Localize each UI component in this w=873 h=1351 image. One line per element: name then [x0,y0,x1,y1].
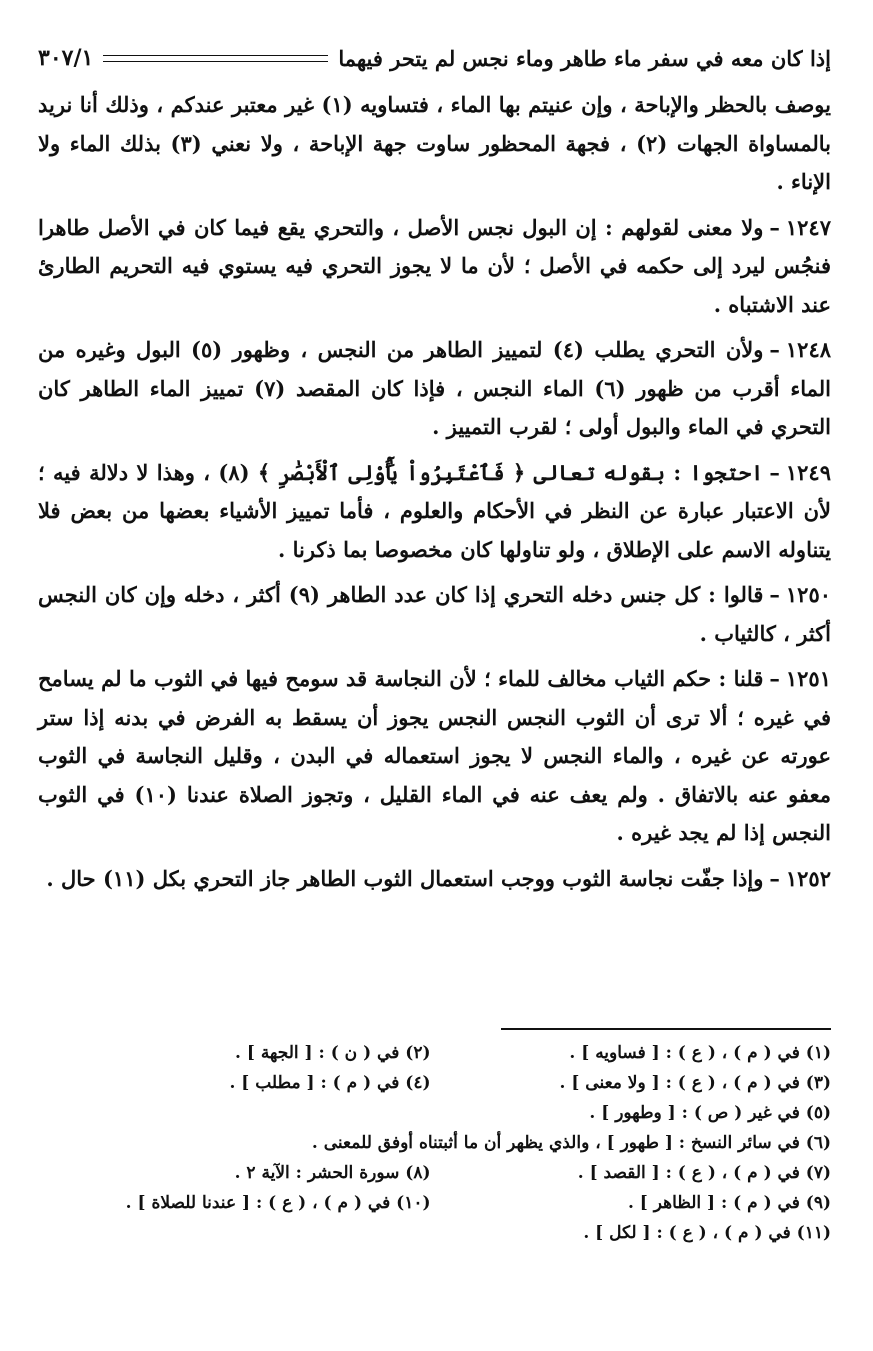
footnote-separator [501,1028,831,1030]
paragraph-continuation [38,86,831,202]
paragraph-number: ١٢٥٢ [785,865,831,891]
paragraph-1250 [38,576,831,653]
footnote-6: (٦) في سائر النسخ : [ طهور ] ، والذي يظهر أن ما أثبتناه أوفق للمعنى . [311,1133,831,1153]
paragraph-text: احتجوا : بقوله تعالى ﴿ فَٱعْتَبِرُواْ يَٰٓأُوْلِى ٱلْأَبْصَٰرِ ﴾ (٨) ، وهذا لا دلالة فيه ؛ لأن الاعتبار عبارة عن النظر في الأحكام والعلوم ، فأما تمييز الأشياء بعضها من بعض فلا يتناوله الاسم على الإطلاق ، ولو تناولها كان مخصوصا بما ذكرنا . [38,459,831,562]
paragraph-text: ولأن التحري يطلب (٤) لتمييز الطاهر من النجس ، وظهور (٥) البول وغيره من الماء أقرب من ظهور (٦) الماء النجس ، فإذا كان المقصد (٧) تمييز الماء الطاهر كان التحري في الماء والبول أولى ؛ لقرب التمييز . [38,337,831,439]
footnote-8: (٨) سورة الحشر : الآية ٢ . [234,1163,431,1183]
footnote-9: (٩) في ( م ) : [ الظاهر ] . [627,1193,831,1213]
footnote-4: (٤) في ( م ) : [ مطلب ] . [229,1073,431,1093]
dash-separator: – [769,337,780,362]
paragraph-number: ١٢٤٨ [785,337,832,362]
paragraph-1249 [38,454,831,570]
header-double-rule [103,55,328,62]
footnote-row [30,1068,831,1098]
paragraph-1247 [38,209,831,325]
dash-separator: – [769,865,780,891]
paragraph-1248 [38,331,831,447]
footnote-7: (٧) في ( م ) ، ( ع ) : [ القصد ] . [577,1163,831,1183]
dash-separator: – [769,582,780,607]
footnote-11: (١١) في ( م ) ، ( ع ) : [ لكل ] . [583,1223,831,1243]
page-header [38,38,831,78]
footnote-row [30,1188,831,1218]
running-title: إذا كان معه في سفر ماء طاهر وماء نجس لم يتحر فيهما [338,45,831,71]
paragraph-text: قالوا : كل جنس دخله التحري إذا كان عدد الطاهر (٩) أكثر ، دخله وإن كان النجس أكثر ، كالثياب . [38,582,831,646]
paragraph-text: ولا معنى لقولهم : إن البول نجس الأصل ، والتحري يقع فيما كان في الأصل طاهرا فنجُس ليرد إلى حكمه في الأصل ؛ لأن ما لا يجوز التحري فيه يستوي فيه التحريم الطارئ عند الاشتباه . [38,214,831,317]
footnote-1: (١) في ( م ) ، ( ع ) : [ فساويه ] . [569,1043,831,1063]
footnote-10: (١٠) في ( م ) ، ( ع ) : [ عندنا للصلاة ] . [125,1193,431,1213]
paragraph-text: قلنا : حكم الثياب مخالف للماء ؛ لأن النجاسة قد سومح فيها في الثوب ما لم يسامح في غيره ؛ ألا ترى أن الثوب النجس النجس يجوز أن يسقط به الفرض في بدنه إذا ستر عورته عن غيره ، والماء النجس لا يجوز استعماله في البدن ، وقليل النجاسة في الثوب معفو عنه بالاتفاق . ولم يعف عنه في الماء القليل ، وتجوز الصلاة عندنا (١٠) في الثوب النجس إذا لم يجد غيره . [38,666,831,845]
footnote-3: (٣) في ( م ) ، ( ع ) : [ ولا معنى ] . [559,1073,831,1093]
dash-separator: – [769,214,780,240]
footnote-5: (٥) في غير ( ص ) : [ وطهور ] . [589,1103,831,1123]
paragraph-1251 [38,660,831,853]
paragraph-number: ١٢٥٠ [785,582,832,607]
paragraph-number: ١٢٤٩ [785,459,831,485]
paragraph-text: يوصف بالحظر والإباحة ، وإن عنيتم بها الماء ، فتساويه (١) غير معتبر عندكم ، وذلك أنا نريد بالمساواة الجهات (٢) ، فجهة المحظور ساوت جهة الإباحة ، ولا نعني (٣) بذلك الماء ولا الإناء . [38,92,831,194]
paragraph-text: وإذا جفّت نجاسة الثوب ووجب استعمال الثوب الطاهر جاز التحري بكل (١١) حال . [46,865,764,891]
dash-separator: – [769,459,780,485]
paragraph-number: ١٢٥١ [785,666,831,691]
footnote-row [30,1158,831,1188]
footnotes [30,1038,831,1248]
dash-separator: – [769,666,780,691]
paragraph-number: ١٢٤٧ [785,214,831,240]
paragraph-1252 [38,860,831,899]
page-number: ٣٠٧/١ [38,45,94,71]
main-text [38,86,831,898]
footnote-row [30,1038,831,1068]
footnote-2: (٢) في ( ن ) : [ الجهة ] . [235,1043,431,1063]
